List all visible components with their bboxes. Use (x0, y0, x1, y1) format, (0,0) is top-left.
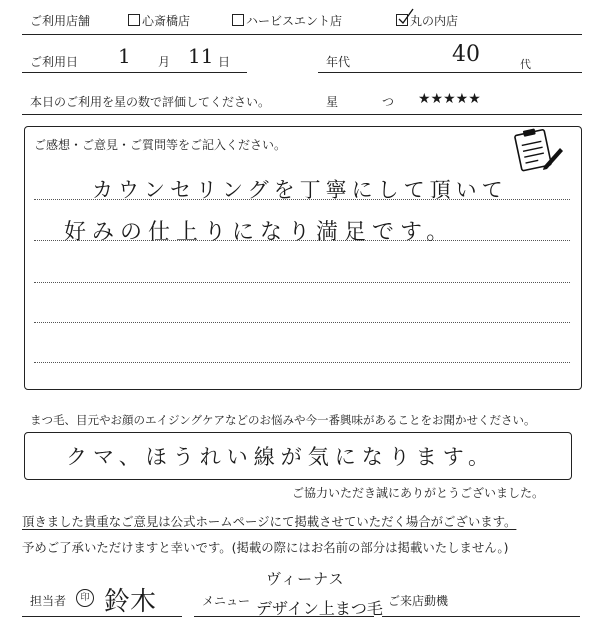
day-unit: 日 (218, 55, 231, 69)
concerns-prompt: まつ毛、目元やお顔のエイジングケアなどのお悩みや今一番興味があることをお聞かせください。 (30, 413, 536, 427)
visit-reason-label: ご来店動機 (388, 594, 449, 608)
store-option-herbis[interactable]: ハービスエント店 (232, 12, 342, 29)
staff-label: 担当者 (30, 594, 67, 608)
ruled-line (34, 322, 570, 323)
month-value[interactable]: 1 (118, 44, 131, 68)
store-label: ご利用店舗 (30, 14, 91, 28)
divider (318, 72, 582, 73)
divider (22, 72, 247, 73)
menu-label: メニュー (202, 594, 251, 608)
star-rating[interactable]: ★★★★★ (418, 91, 481, 107)
age-unit: 代 (520, 58, 531, 71)
age-value[interactable]: 40 (452, 42, 480, 67)
checkbox-icon[interactable] (128, 14, 140, 26)
ruled-line (34, 282, 570, 283)
feedback-line-1: カウンセリングを丁寧にして頂いて (92, 178, 508, 202)
date-label: ご利用日 (30, 55, 79, 69)
checkbox-icon[interactable] (232, 14, 244, 26)
checkbox-checked-icon[interactable] (396, 14, 408, 26)
star-count-label: つ (382, 95, 395, 109)
star-label: 星 (326, 95, 339, 109)
ruled-line (34, 362, 570, 363)
notice-line-1: 頂きました貴重なご意見は公式ホームページにて掲載させていただく場合がございます。 (22, 514, 517, 529)
store-option-marunouchi[interactable]: 丸の内店 (396, 12, 458, 29)
rating-prompt: 本日のご利用を星の数で評価してください。 (30, 95, 271, 109)
staff-value[interactable]: 鈴木 (104, 587, 157, 617)
checkmark-icon (397, 7, 415, 25)
concerns-answer: クマ、ほうれい線が気になります。 (66, 445, 496, 469)
clipboard-pen-icon (508, 126, 564, 174)
age-label: 年代 (326, 55, 351, 69)
feedback-line-2: 好みの仕上りになり満足です。 (64, 220, 455, 245)
divider (382, 616, 580, 617)
menu-value-line-2[interactable]: デザイン上まつ毛 (256, 599, 383, 618)
menu-value-line-1[interactable]: ヴィーナス (266, 570, 345, 588)
divider (194, 616, 374, 617)
store-option-shinsaibashi[interactable]: 心斎橋店 (128, 12, 190, 29)
thanks-text: ご協力いただき誠にありがとうございました。 (292, 486, 545, 500)
seal-mark: 印 (76, 589, 94, 607)
notice-line-2: 予めご了承いただけますと幸いです。(掲載の際にはお名前の部分は掲載いたしません。) (22, 540, 509, 555)
divider (22, 616, 182, 617)
divider (22, 114, 582, 115)
day-value[interactable]: 11 (188, 44, 214, 68)
feedback-prompt: ご感想・ご意見・ご質問等をご記入ください。 (34, 138, 287, 152)
month-unit: 月 (158, 55, 171, 69)
feedback-box[interactable] (24, 126, 582, 390)
divider (22, 34, 582, 35)
